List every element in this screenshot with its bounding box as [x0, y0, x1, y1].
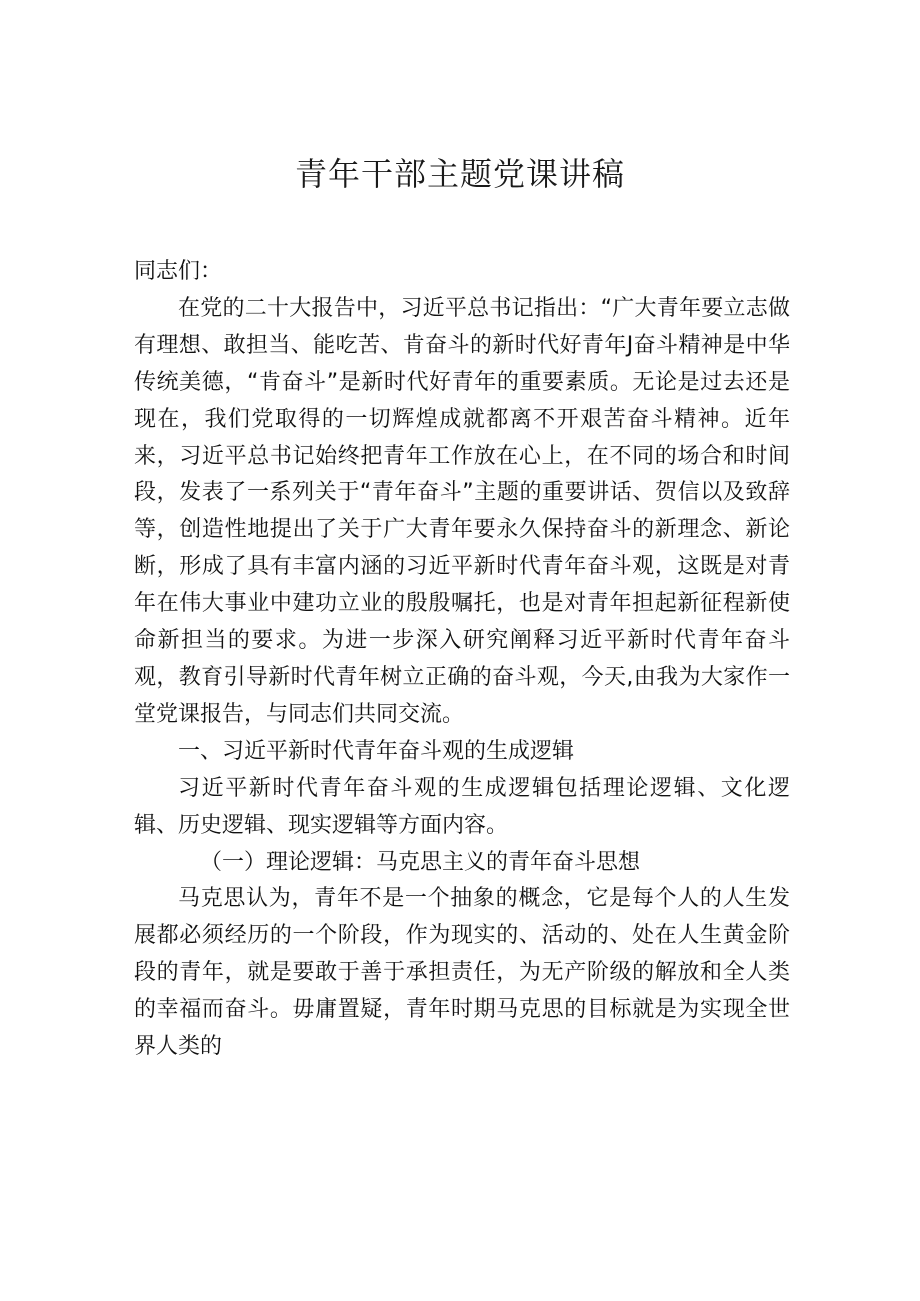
document-body: [134, 254, 790, 1066]
document-title: 青年干部主题党课讲稿: [294, 155, 625, 193]
intro-paragraph: 在党的二十大报告中，习近平总书记指出：“广大青年要立志做有理想、敢担当、能吃苦、肯奋斗的新时代好青年J奋斗精神是中华传统美德，“肯奋斗”是新时代好青年的重要素质。无论是过去还是现在，我们党取得的一切辉煌成就都离不开艰苦奋斗精神。近年来，习近平总书记始终把青年工作放在心上，在不同的场合和时间段，发表了一系列关于“青年奋斗”主题的重要讲话、贺信以及致辞等，创造性地提出了关于广大青年要永久保持奋斗的新理念、新论断，形成了具有丰富内涵的习近平新时代青年奋斗观，这既是对青年在伟大事业中建功立业的殷殷嘱托，也是对青年担起新征程新使命新担当的要求。为进一步深入研究阐释习近平新时代青年奋斗观，教育引导新时代青年树立正确的奋斗观，今天,由我为大家作一堂党课报告，与同志们共同交流。: [134, 295, 790, 727]
section-heading: 一、习近平新时代青年奋斗观的生成逻辑: [178, 738, 575, 764]
subsection-paragraph: 马克思认为，青年不是一个抽象的概念，它是每个人的人生发展都必须经历的一个阶段，作为现实的、活动的、处在人生黄金阶段的青年，就是要敢于善于承担责任，为无产阶级的解放和全人类的幸福而奋斗。毋庸置疑，青年时期马克思的目标就是为实现全世界人类的: [134, 886, 790, 1060]
salutation: 同志们：: [134, 259, 223, 284]
subsection-heading: （一）理论逻辑：马克思主义的青年奋斗思想: [200, 849, 641, 875]
section-intro-paragraph: 习近平新时代青年奋斗观的生成逻辑包括理论逻辑、文化逻辑、历史逻辑、现实逻辑等方面内容。: [134, 775, 790, 838]
